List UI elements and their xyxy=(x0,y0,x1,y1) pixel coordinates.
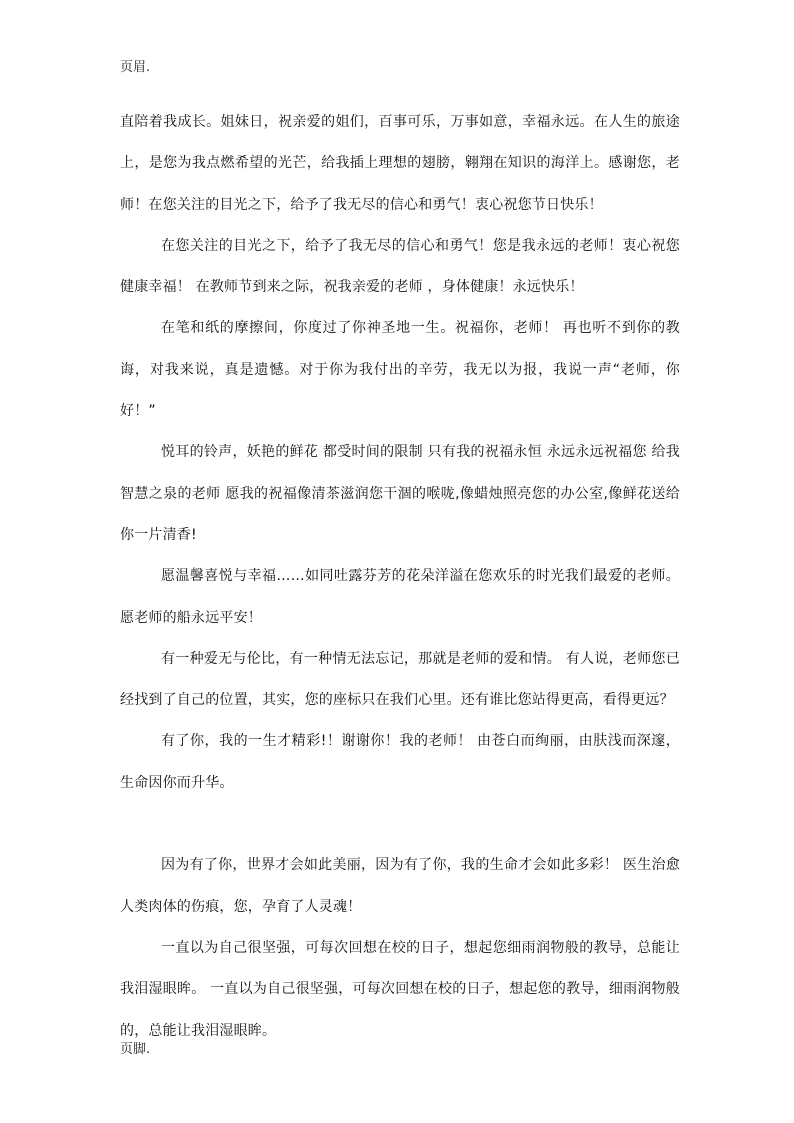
paragraph: 在您关注的目光之下，给予了我无尽的信心和勇气！您是我永远的老师！衷心祝您健康幸福！ 在教师节到来之际，祝我亲爱的老师 ，身体健康！永远快乐！ xyxy=(120,237,680,296)
paragraph: 有了你，我的一生才精彩!！谢谢你！我的老师！ 由苍白而绚丽，由肤浅而深邃，生命因你而升华。 xyxy=(120,733,680,791)
blank-line xyxy=(120,804,680,845)
paragraph: 直陪着我成长。姐妹日，祝亲爱的姐们，百事可乐，万事如意，幸福永远。在人生的旅途上，是您为我点燃希望的光芒，给我插上理想的翅膀，翱翔在知识的海洋上。感谢您，老师！在您关注的目光之下，给予了我无尽的信心和勇气！衷心祝您节日快乐！ xyxy=(120,114,680,213)
document-body xyxy=(120,102,680,1052)
paragraph: 因为有了你，世界才会如此美丽，因为有了你，我的生命才会如此多彩！ 医生治愈人类肉体的伤痕，您，孕育了人灵魂！ xyxy=(120,857,680,915)
paragraph: 悦耳的铃声，妖艳的鲜花 都受时间的限制 只有我的祝福永恒 永远永远祝福您 给我智慧之泉的老师 愿我的祝福像清茶滋润您干涸的喉咙,像蜡烛照亮您的办公室,像鲜花送给你一片清香! xyxy=(120,444,680,543)
paragraph: 在笔和纸的摩擦间，你度过了你神圣地一生。祝福你，老师！ 再也听不到你的教诲，对我来说，真是遗憾。对于你为我付出的辛劳，我无以为报，我说一声“老师，你好！” xyxy=(120,320,680,420)
paragraph: 一直以为自己很坚强，可每次回想在校的日子，想起您细雨润物般的教导，总能让我泪湿眼眸。 一直以为自己很坚强，可每次回想在校的日子，想起您的教导，细雨润物般的，总能让我泪湿眼眸。 xyxy=(120,939,680,1039)
page-header: 页眉. xyxy=(120,60,151,75)
paragraph: 愿温馨喜悦与幸福……如同吐露芬芳的花朵洋溢在您欢乐的时光我们最爱的老师。愿老师的船永远平安！ xyxy=(120,568,680,626)
page-footer: 页脚. xyxy=(120,1042,151,1057)
paragraph: 有一种爱无与伦比，有一种情无法忘记，那就是老师的爱和情。 有人说，老师您已经找到了自己的位置，其实，您的座标只在我们心里。还有谁比您站得更高，看得更远？ xyxy=(120,650,680,709)
